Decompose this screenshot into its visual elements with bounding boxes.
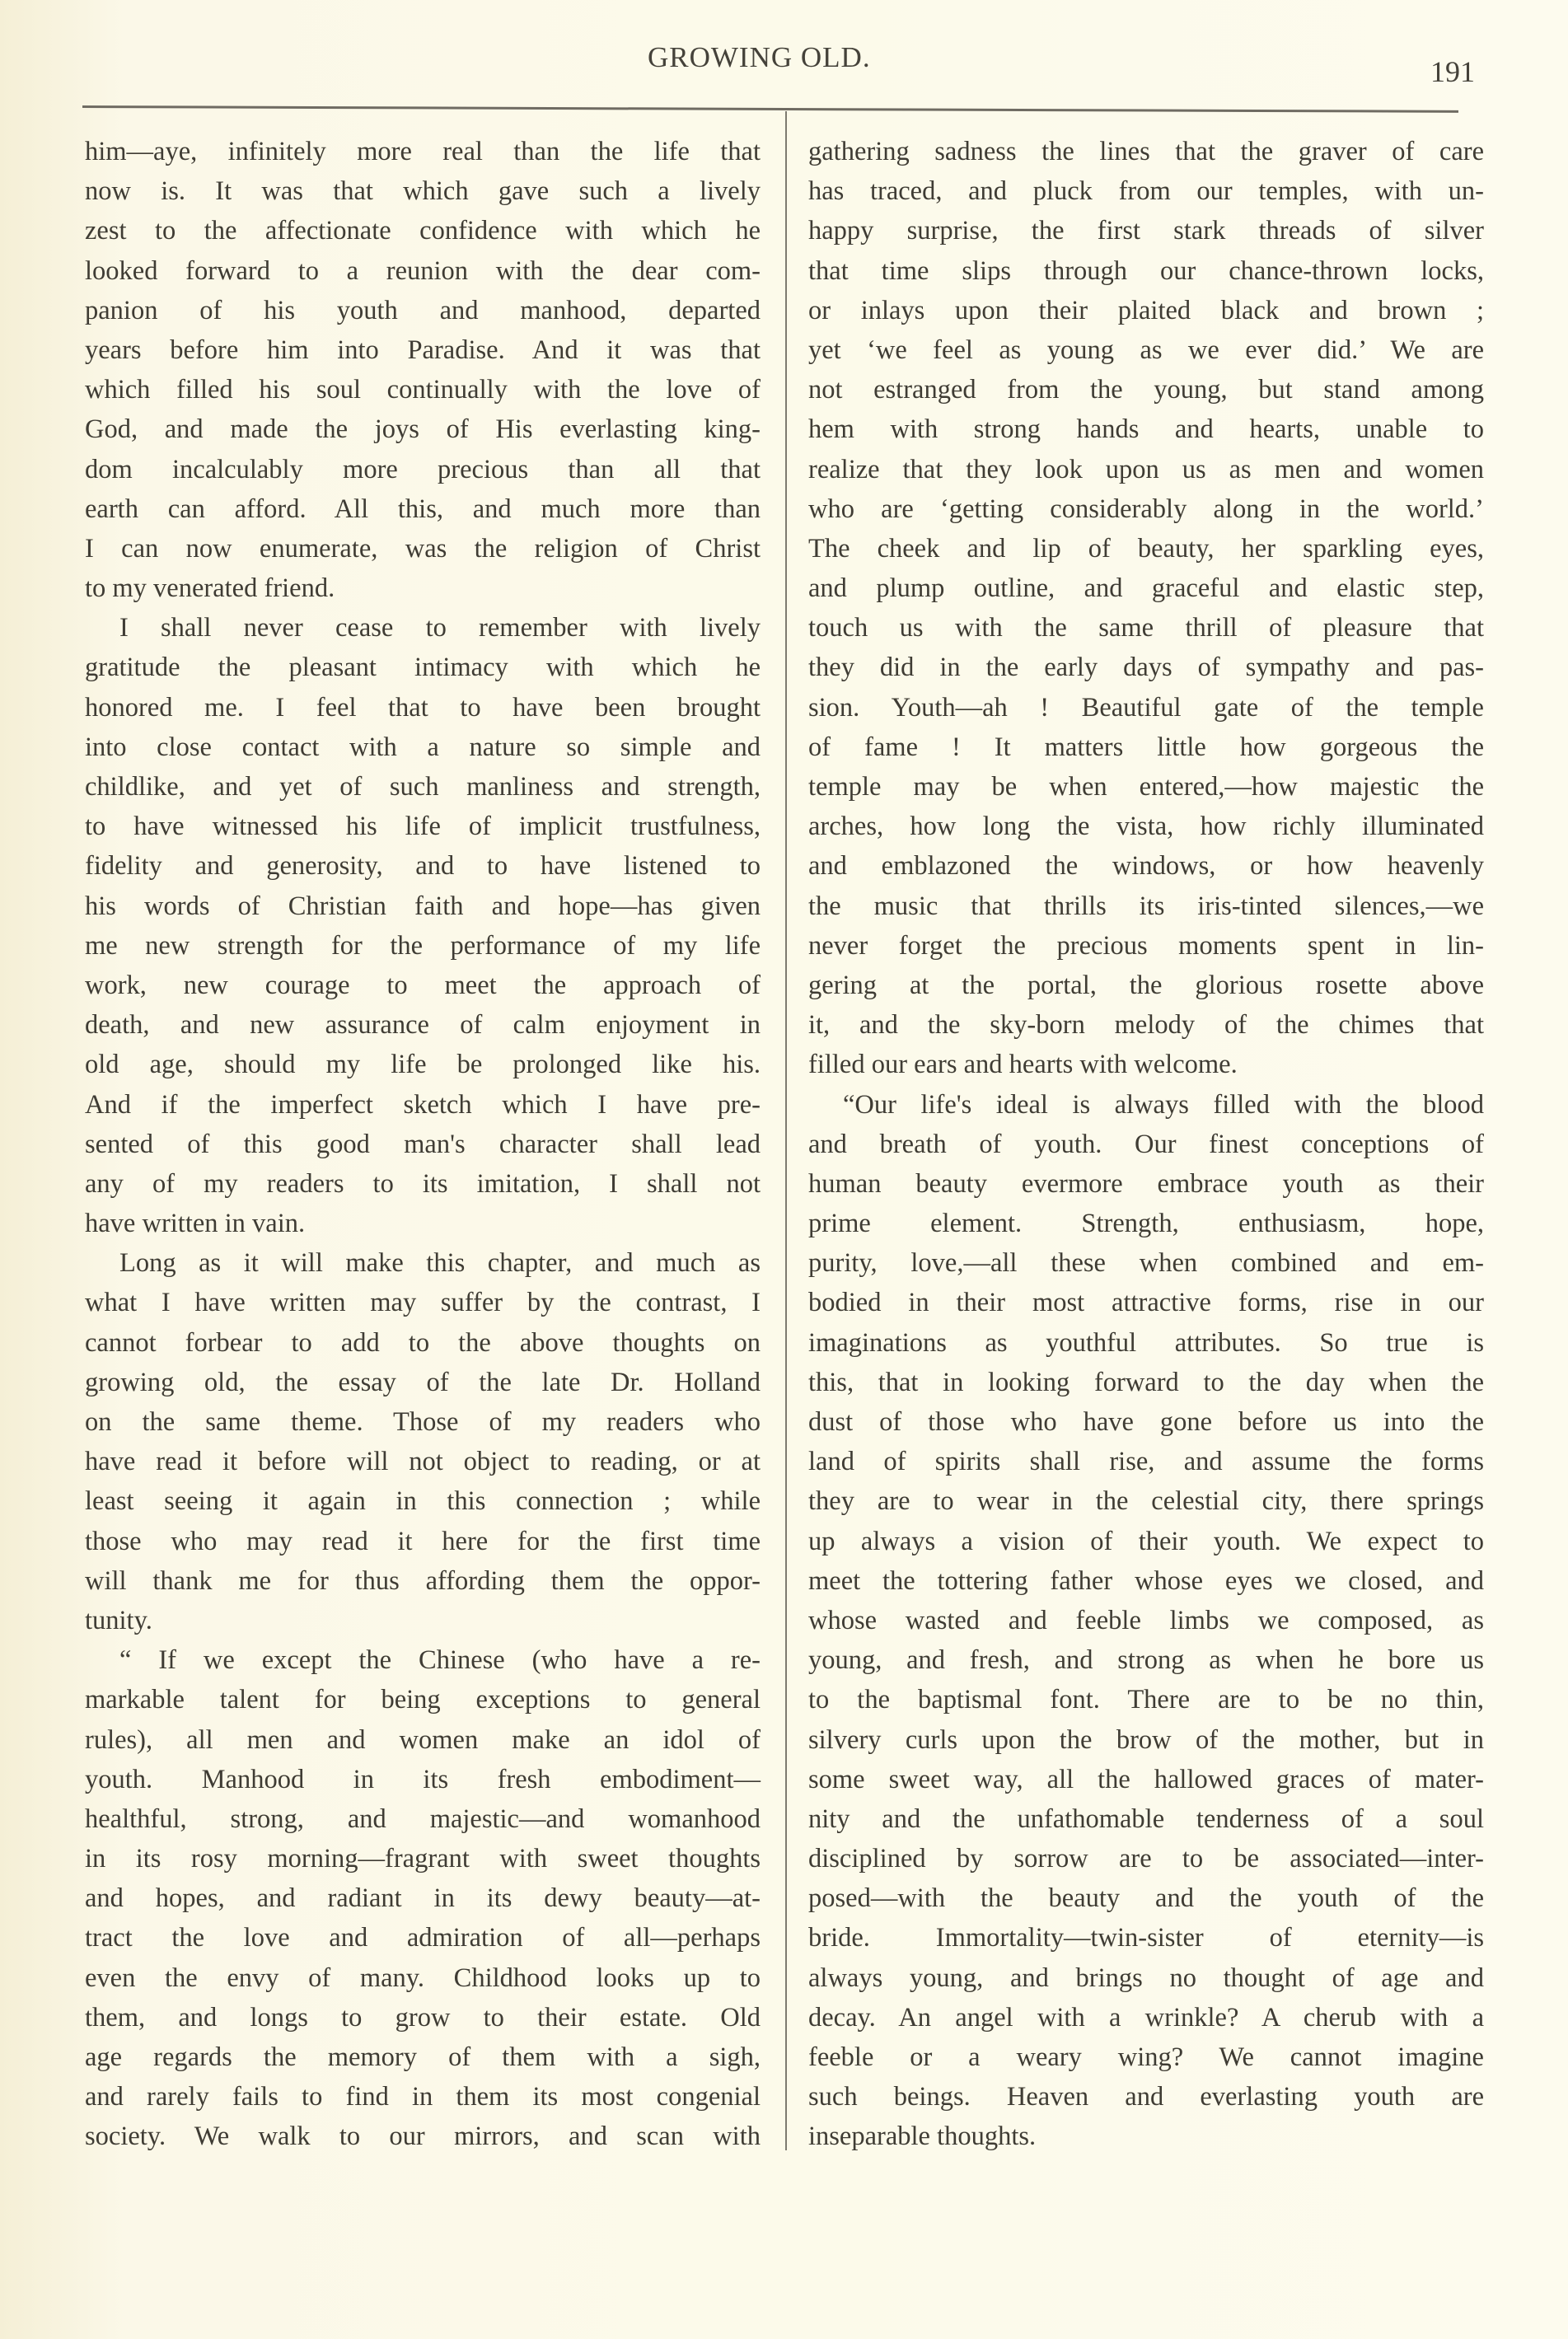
text-line: purity, love,—all these when combined and em-: [808, 1248, 1484, 1279]
text-line: they did in the early days of sympathy and pas-: [808, 653, 1484, 683]
text-line: happy surprise, the first stark threads of silver: [808, 216, 1484, 246]
right-column: [808, 132, 1484, 2157]
text-line: sented of this good man's character shall lead: [85, 1129, 761, 1159]
text-line: sion. Youth—ah ! Beautiful gate of the temple: [808, 692, 1484, 723]
text-line: bodied in their most attractive forms, rise in our: [808, 1288, 1484, 1318]
text-line: zest to the affectionate confidence with which he: [85, 216, 761, 246]
text-line: gratitude the pleasant intimacy with which he: [85, 653, 761, 683]
text-line: fidelity and generosity, and to have listened to: [85, 851, 761, 882]
text-line: gering at the portal, the glorious rosette above: [808, 970, 1484, 1000]
text-line: this, that in looking forward to the day when the: [808, 1367, 1484, 1397]
text-line: imaginations as youthful attributes. So true is: [808, 1327, 1484, 1358]
text-line: tract the love and admiration of all—perhaps: [85, 1923, 761, 1953]
text-line: youth. Manhood in its fresh embodiment—: [85, 1764, 761, 1794]
text-line: feeble or a weary wing? We cannot imagine: [808, 2042, 1484, 2072]
text-line: those who may read it here for the first time: [85, 1526, 761, 1556]
running-head: [0, 36, 1568, 86]
text-line: that time slips through our chance-thrown locks,: [808, 255, 1484, 286]
text-line: whose wasted and feeble limbs we composed, as: [808, 1605, 1484, 1635]
text-line: such beings. Heaven and everlasting youth are: [808, 2082, 1484, 2112]
text-line: into close contact with a nature so simple and: [85, 732, 761, 762]
text-line: Long as it will make this chapter, and much as: [119, 1248, 761, 1279]
text-line: me new strength for the performance of my life: [85, 930, 761, 961]
text-line: nity and the unfathomable tenderness of a soul: [808, 1803, 1484, 1834]
text-line: or inlays upon their plaited black and brown ;: [808, 295, 1484, 325]
text-line: old age, should my life be prolonged like his.: [85, 1050, 761, 1080]
text-line: not estranged from the young, but stand among: [808, 375, 1484, 405]
text-line: looked forward to a reunion with the dear com-: [85, 255, 761, 286]
text-line: healthful, strong, and majestic—and womanhood: [85, 1803, 761, 1834]
text-line: never forget the precious moments spent in lin-: [808, 930, 1484, 961]
text-line: of fame ! It matters little how gorgeous the: [808, 732, 1484, 762]
text-line: touch us with the same thrill of pleasure that: [808, 613, 1484, 643]
text-line: have read it before will not object to reading, or at: [85, 1447, 761, 1477]
left-column: [85, 132, 761, 2157]
text-line: has traced, and pluck from our temples, with un-: [808, 176, 1484, 207]
text-line: society. We walk to our mirrors, and scan with: [85, 2121, 761, 2152]
text-line: to the baptismal font. There are to be no thin,: [808, 1685, 1484, 1715]
text-line: I shall never cease to remember with lively: [119, 613, 761, 643]
text-line: on the same theme. Those of my readers who: [85, 1407, 761, 1437]
text-line: growing old, the essay of the late Dr. Holland: [85, 1367, 761, 1397]
text-line: temple may be when entered,—how majestic the: [808, 772, 1484, 802]
text-line: filled our ears and hearts with welcome.: [808, 1050, 1238, 1080]
text-line: now is. It was that which gave such a lively: [85, 176, 761, 207]
text-line: inseparable thoughts.: [808, 2121, 1037, 2152]
page-number: 191: [1430, 55, 1475, 88]
text-line: to my venerated friend.: [85, 573, 335, 604]
text-line: will thank me for thus affording them the oppor-: [85, 1565, 761, 1596]
text-line: they are to wear in the celestial city, there springs: [808, 1486, 1484, 1517]
text-line: dust of those who have gone before us into the: [808, 1407, 1484, 1437]
text-line: yet ‘we feel as young as we ever did.’ We are: [808, 334, 1484, 365]
text-line: what I have written may suffer by the contrast, I: [85, 1288, 761, 1318]
text-line: even the envy of many. Childhood looks up to: [85, 1962, 761, 1993]
text-line: earth can afford. All this, and much more than: [85, 494, 761, 524]
text-line: childlike, and yet of such manliness and strength,: [85, 772, 761, 802]
text-line: the music that thrills its iris-tinted silences,—we: [808, 891, 1484, 921]
text-line: always young, and brings no thought of age and: [808, 1962, 1484, 1993]
text-line: “ If we except the Chinese (who have a re-: [119, 1645, 761, 1676]
text-line: markable talent for being exceptions to general: [85, 1685, 761, 1715]
text-line: silvery curls upon the brow of the mother, but in: [808, 1724, 1484, 1755]
text-line: and breath of youth. Our finest conceptions of: [808, 1129, 1484, 1159]
text-line: meet the tottering father whose eyes we closed, and: [808, 1565, 1484, 1596]
header-rule: [82, 105, 1458, 113]
text-line: who are ‘getting considerably along in the world.’: [808, 494, 1484, 524]
text-line: bride. Immortality—twin-sister of eternity—is: [808, 1923, 1484, 1953]
text-line: posed—with the beauty and the youth of the: [808, 1883, 1484, 1914]
text-line: And if the imperfect sketch which I have pre-: [85, 1089, 761, 1120]
text-line: arches, how long the vista, how richly illuminated: [808, 812, 1484, 842]
text-line: in its rosy morning—fragrant with sweet thoughts: [85, 1844, 761, 1874]
text-line: age regards the memory of them with a sigh,: [85, 2042, 761, 2072]
text-line: The cheek and lip of beauty, her sparkling eyes,: [808, 533, 1484, 564]
text-line: human beauty evermore embrace youth as their: [808, 1168, 1484, 1199]
text-line: his words of Christian faith and hope—has given: [85, 891, 761, 921]
text-line: have written in vain.: [85, 1209, 306, 1239]
text-line: some sweet way, all the hallowed graces of mater-: [808, 1764, 1484, 1794]
text-line: and hopes, and radiant in its dewy beauty—at-: [85, 1883, 761, 1914]
text-line: death, and new assurance of calm enjoyment in: [85, 1010, 761, 1041]
text-line: him—aye, infinitely more real than the life that: [85, 137, 761, 166]
text-line: them, and longs to grow to their estate. Old: [85, 2002, 761, 2033]
text-line: dom incalculably more precious than all that: [85, 454, 761, 484]
text-line: cannot forbear to add to the above thoughts on: [85, 1327, 761, 1358]
text-line: God, and made the joys of His everlasting king-: [85, 414, 761, 445]
column-divider: [785, 111, 787, 2150]
text-line: honored me. I feel that to have been brought: [85, 692, 761, 723]
text-line: work, new courage to meet the approach of: [85, 970, 761, 1000]
text-line: to have witnessed his life of implicit trustfulness,: [85, 812, 761, 842]
text-line: young, and fresh, and strong as when he bore us: [808, 1645, 1484, 1676]
text-line: it, and the sky-born melody of the chimes that: [808, 1010, 1484, 1041]
text-line: which filled his soul continually with the love of: [85, 375, 761, 405]
text-line: panion of his youth and manhood, departed: [85, 295, 761, 325]
text-line: and plump outline, and graceful and elastic step,: [808, 573, 1484, 604]
text-line: prime element. Strength, enthusiasm, hope,: [808, 1209, 1484, 1239]
text-line: and rarely fails to find in them its most congenial: [85, 2082, 761, 2112]
text-line: disciplined by sorrow are to be associated—inter-: [808, 1844, 1484, 1874]
text-line: least seeing it again in this connection ; while: [85, 1486, 761, 1517]
text-line: and emblazoned the windows, or how heavenly: [808, 851, 1484, 882]
text-line: gathering sadness the lines that the graver of care: [808, 137, 1484, 166]
text-line: land of spirits shall rise, and assume the forms: [808, 1447, 1484, 1477]
text-line: up always a vision of their youth. We expect to: [808, 1526, 1484, 1556]
text-line: realize that they look upon us as men and women: [808, 454, 1484, 484]
text-line: “Our life's ideal is always filled with the blood: [843, 1089, 1484, 1120]
text-line: any of my readers to its imitation, I shall not: [85, 1168, 761, 1199]
text-line: rules), all men and women make an idol of: [85, 1724, 761, 1755]
running-title: GROWING OLD.: [648, 41, 871, 73]
text-line: years before him into Paradise. And it was that: [85, 334, 761, 365]
text-line: tunity.: [85, 1605, 152, 1635]
text-line: decay. An angel with a wrinkle? A cherub with a: [808, 2002, 1484, 2033]
text-line: hem with strong hands and hearts, unable to: [808, 414, 1484, 445]
text-line: I can now enumerate, was the religion of Christ: [85, 533, 761, 564]
